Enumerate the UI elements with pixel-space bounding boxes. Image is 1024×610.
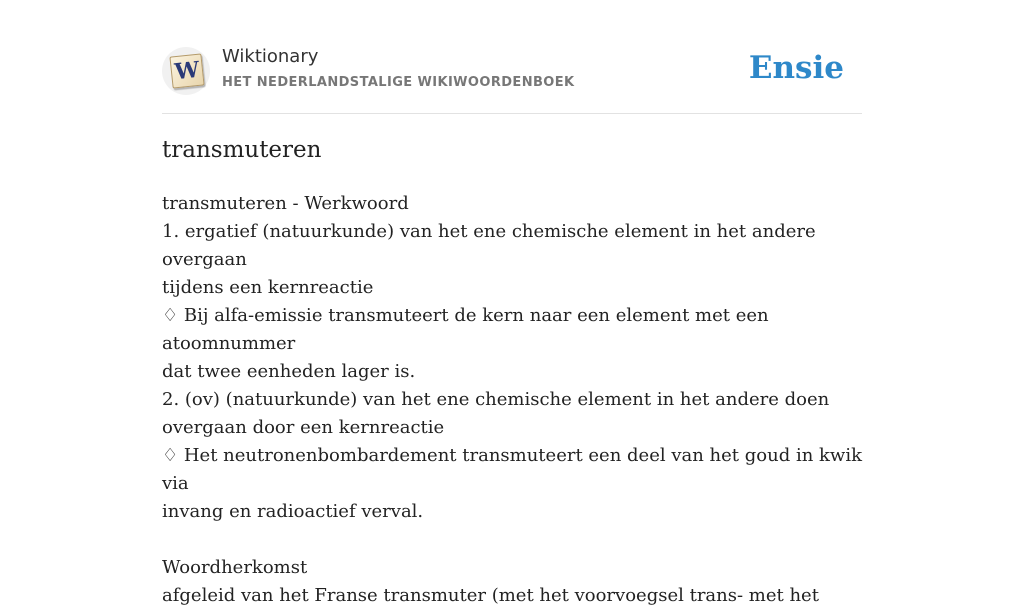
- blank-line: [162, 526, 862, 554]
- definition-line: ♢ Bij alfa-emissie transmuteert de kern naar een element met een atoomnummer: [162, 305, 769, 354]
- page-title: transmuteren: [162, 137, 322, 163]
- section-heading-etymology: Woordherkomst: [162, 557, 308, 578]
- site-name[interactable]: Wiktionary: [222, 46, 319, 67]
- definition-line: 2. (ov) (natuurkunde) van het ene chemische element in het andere doen: [162, 389, 830, 410]
- logo-tile: W: [169, 53, 204, 88]
- definition-line: ♢ Het neutronenbombardement transmuteert een deel van het goud in kwik via: [162, 445, 862, 494]
- definition-line: tijdens een kernreactie: [162, 277, 374, 298]
- definition-line: overgaan door een kernreactie: [162, 417, 445, 438]
- wiktionary-logo-icon[interactable]: [162, 47, 210, 95]
- definition-line: dat twee eenheden lager is.: [162, 361, 416, 382]
- site-subtitle: HET NEDERLANDSTALIGE WIKIWOORDENBOEK: [222, 75, 575, 90]
- site-header: [162, 0, 862, 114]
- definition-line: afgeleid van het Franse transmuter (met het voorvoegsel trans- met het: [162, 585, 819, 606]
- definition-line: invang en radioactief verval.: [162, 501, 424, 522]
- definition-line: transmuteren - Werkwoord: [162, 193, 409, 214]
- page: [162, 0, 862, 606]
- definition-content: [162, 190, 862, 610]
- definition-line: 1. ergatief (natuurkunde) van het ene chemische element in het andere overgaan: [162, 221, 816, 270]
- ensie-brand-logo[interactable]: Ensie: [748, 50, 844, 86]
